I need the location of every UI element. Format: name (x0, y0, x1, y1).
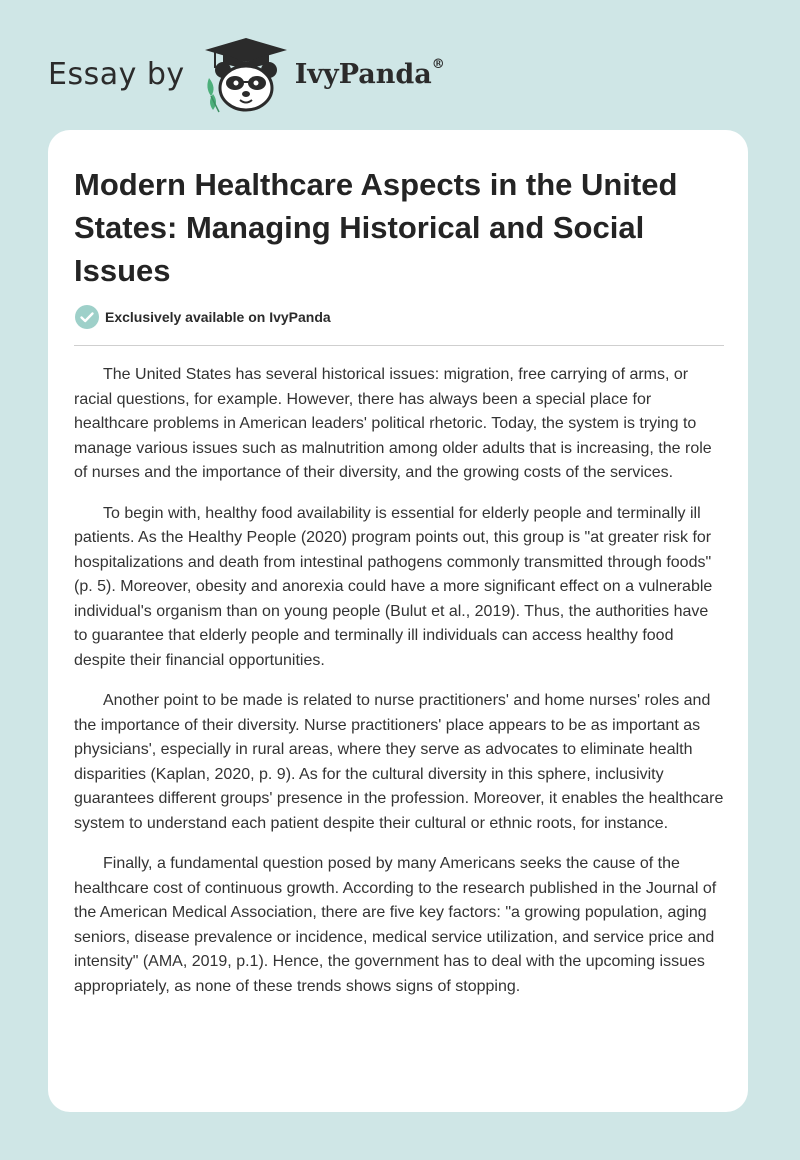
exclusive-label: Exclusively available on IvyPanda (105, 309, 331, 325)
essay-by-label: Essay by (48, 56, 185, 92)
paragraph: Finally, a fundamental question posed by many Americans seeks the cause of the healthcare cost of continuous growth. According to the research published in the Journal of the American Medical Association, there are five key factors: "a growing population, aging seniors, disease prevalence or incidence, medical service utilization, and service price and intensity" (AMA, 2019, p.1). Hence, the government has to deal with the upcoming issues appropriately, as none of these trends shows signs of stopping. (74, 855, 717, 995)
paragraph: To begin with, healthy food availability is essential for elderly people and terminally ill patients. As the Healthy People (2020) program points out, this group is "at greater risk for hospitalizations and death from intestinal pathogens commonly transmitted through foods" (p. 5). Moreover, obesity and anorexia could have a more significant effect on a vulnerable individual's organism than on young people (Bulut et al., 2019). Thus, the authorities have to guarantee that elderly people and terminally ill individuals can access healthy food despite their financial opportunities. (74, 504, 713, 669)
divider (74, 345, 724, 346)
brand-name-text: IvyPanda (294, 58, 432, 90)
registered-mark: ® (431, 56, 445, 72)
essay-card (48, 130, 748, 1112)
panda-logo-icon[interactable] (201, 34, 291, 114)
exclusive-badge (74, 304, 331, 330)
brand-name[interactable] (294, 56, 445, 90)
site-header (48, 34, 445, 114)
essay-title: Modern Healthcare Aspects in the United States: Managing Historical and Social Issues (74, 167, 678, 288)
paragraph: The United States has several historical issues: migration, free carrying of arms, or racial questions, for example. However, there has always been a special place for healthcare problems in American leaders' political rhetoric. Today, the system is trying to manage various issues such as malnutrition among older adults that is increasing, the role of nurses and the importance of their diversity, and the growing costs of the services. (74, 366, 712, 481)
check-circle-icon (74, 304, 100, 330)
essay-body (74, 363, 724, 1015)
paragraph: Another point to be made is related to nurse practitioners' and home nurses' roles and the importance of their diversity. Nurse practitioners' place appears to be as important as physicians', especially in rural areas, where they serve as advocates to eliminate health disparities (Kaplan, 2020, p. 9). As for the cultural diversity in this sphere, inclusivity guarantees different groups' presence in the profession. Moreover, it enables the healthcare system to understand each patient despite their cultural or ethnic roots, for instance. (74, 692, 724, 832)
